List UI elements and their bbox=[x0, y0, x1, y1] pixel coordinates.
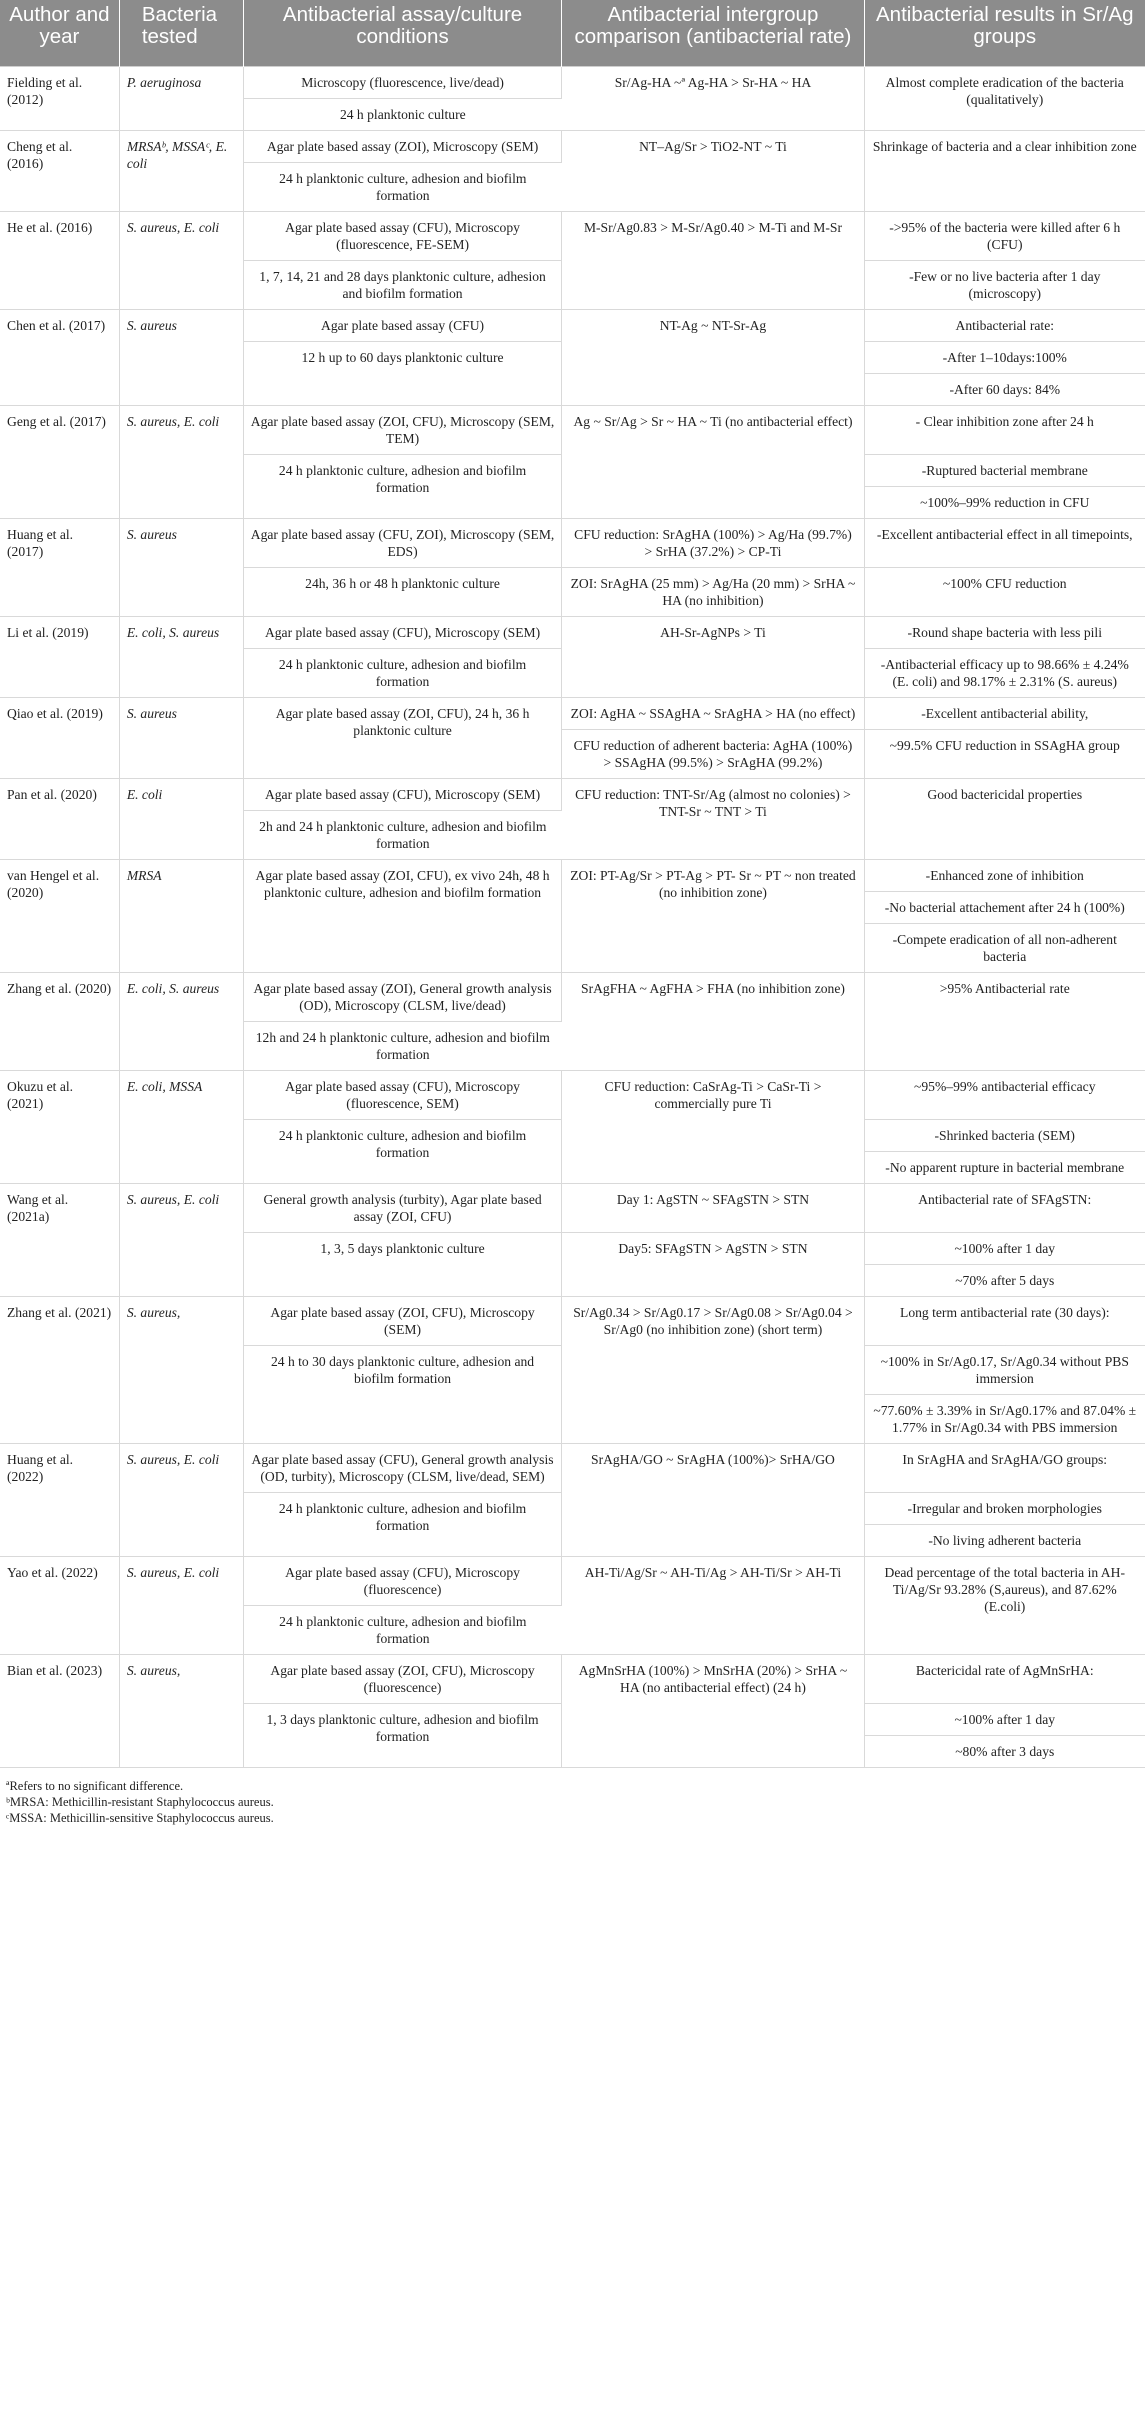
cell-comparison: Day5: SFAgSTN > AgSTN > STN bbox=[562, 1233, 864, 1297]
cell-bacteria: P. aeruginosa bbox=[119, 67, 243, 131]
cell-author: Zhang et al. (2021) bbox=[0, 1297, 119, 1444]
cell-comparison: AgMnSrHA (100%) > MnSrHA (20%) > SrHA ~ HA (no antibacterial effect) (24 h) bbox=[562, 1655, 864, 1768]
header-results: Antibacterial results in Sr/Ag groups bbox=[864, 0, 1145, 67]
table-row bbox=[0, 973, 1145, 1022]
header-comparison: Antibacterial intergroup comparison (antibacterial rate) bbox=[562, 0, 864, 67]
cell-bacteria: S. aureus bbox=[119, 698, 243, 779]
table-row bbox=[0, 1184, 1145, 1233]
header-assay: Antibacterial assay/culture conditions bbox=[243, 0, 562, 67]
cell-assay: 24 h planktonic culture, adhesion and biofilm formation bbox=[243, 163, 562, 212]
cell-bacteria: MRSAᵇ, MSSAᶜ, E. coli bbox=[119, 131, 243, 212]
table-row bbox=[0, 1444, 1145, 1493]
cell-results: -Compete eradication of all non-adherent bacteria bbox=[864, 924, 1145, 973]
table-row bbox=[0, 1655, 1145, 1704]
cell-bacteria: S. aureus, E. coli bbox=[119, 212, 243, 310]
cell-results: Long term antibacterial rate (30 days): bbox=[864, 1297, 1145, 1346]
cell-comparison: CFU reduction: CaSrAg-Ti > CaSr-Ti > commercially pure Ti bbox=[562, 1071, 864, 1184]
cell-results: ~70% after 5 days bbox=[864, 1265, 1145, 1297]
cell-bacteria: MRSA bbox=[119, 860, 243, 973]
cell-comparison: NT–Ag/Sr > TiO2-NT ~ Ti bbox=[562, 131, 864, 212]
cell-bacteria: S. aureus, E. coli bbox=[119, 1184, 243, 1297]
cell-results: Dead percentage of the total bacteria in AH-Ti/Ag/Sr 93.28% (S,aureus), and 87.62% (E.coli) bbox=[864, 1557, 1145, 1655]
cell-results: ~100% after 1 day bbox=[864, 1704, 1145, 1736]
cell-results: -Round shape bacteria with less pili bbox=[864, 617, 1145, 649]
cell-author: Zhang et al. (2020) bbox=[0, 973, 119, 1071]
cell-assay: Agar plate based assay (ZOI), General growth analysis (OD), Microscopy (CLSM, live/dead) bbox=[243, 973, 562, 1022]
cell-comparison: AH-Ti/Ag/Sr ~ AH-Ti/Ag > AH-Ti/Sr > AH-Ti bbox=[562, 1557, 864, 1655]
cell-results: Almost complete eradication of the bacteria (qualitatively) bbox=[864, 67, 1145, 131]
cell-assay: 24 h planktonic culture, adhesion and biofilm formation bbox=[243, 1493, 562, 1557]
cell-results: -After 60 days: 84% bbox=[864, 374, 1145, 406]
cell-assay: General growth analysis (turbity), Agar plate based assay (ZOI, CFU) bbox=[243, 1184, 562, 1233]
cell-assay: 24 h planktonic culture, adhesion and biofilm formation bbox=[243, 1606, 562, 1655]
header-author: Author and year bbox=[0, 0, 119, 67]
cell-assay: Agar plate based assay (ZOI, CFU), ex vivo 24h, 48 h planktonic culture, adhesion and biofilm formation bbox=[243, 860, 562, 973]
cell-results: >95% Antibacterial rate bbox=[864, 973, 1145, 1071]
cell-author: Pan et al. (2020) bbox=[0, 779, 119, 860]
cell-results: -Enhanced zone of inhibition bbox=[864, 860, 1145, 892]
cell-results: -Shrinked bacteria (SEM) bbox=[864, 1120, 1145, 1152]
table-row bbox=[0, 519, 1145, 568]
cell-assay: Agar plate based assay (ZOI, CFU), Microscopy (SEM) bbox=[243, 1297, 562, 1346]
cell-assay: 2h and 24 h planktonic culture, adhesion and biofilm formation bbox=[243, 811, 562, 860]
cell-results: -Few or no live bacteria after 1 day (microscopy) bbox=[864, 261, 1145, 310]
cell-assay: 24 h planktonic culture bbox=[243, 99, 562, 131]
table-row bbox=[0, 67, 1145, 99]
footnote-b: ᵇMRSA: Methicillin-resistant Staphylococcus aureus. bbox=[6, 1795, 274, 1809]
cell-author: Okuzu et al. (2021) bbox=[0, 1071, 119, 1184]
cell-author: Wang et al. (2021a) bbox=[0, 1184, 119, 1297]
table-row bbox=[0, 698, 1145, 730]
cell-results: Shrinkage of bacteria and a clear inhibition zone bbox=[864, 131, 1145, 212]
cell-bacteria: S. aureus bbox=[119, 519, 243, 617]
cell-results: -No living adherent bacteria bbox=[864, 1525, 1145, 1557]
cell-assay: Agar plate based assay (CFU) bbox=[243, 310, 562, 342]
cell-comparison: Day 1: AgSTN ~ SFAgSTN > STN bbox=[562, 1184, 864, 1233]
cell-bacteria: E. coli, S. aureus bbox=[119, 617, 243, 698]
cell-author: Bian et al. (2023) bbox=[0, 1655, 119, 1768]
cell-results: Antibacterial rate: bbox=[864, 310, 1145, 342]
cell-assay: 24 h planktonic culture, adhesion and biofilm formation bbox=[243, 455, 562, 519]
cell-results: -No apparent rupture in bacterial membrane bbox=[864, 1152, 1145, 1184]
cell-bacteria: S. aureus, bbox=[119, 1655, 243, 1768]
cell-assay: 24 h to 30 days planktonic culture, adhesion and biofilm formation bbox=[243, 1346, 562, 1444]
cell-results: -Ruptured bacterial membrane bbox=[864, 455, 1145, 487]
cell-results: ~99.5% CFU reduction in SSAgHA group bbox=[864, 730, 1145, 779]
cell-results: ~100% in Sr/Ag0.17, Sr/Ag0.34 without PBS immersion bbox=[864, 1346, 1145, 1395]
cell-comparison: SrAgFHA ~ AgFHA > FHA (no inhibition zone) bbox=[562, 973, 864, 1071]
cell-author: Cheng et al. (2016) bbox=[0, 131, 119, 212]
cell-results: Good bactericidal properties bbox=[864, 779, 1145, 860]
cell-author: Huang et al. (2022) bbox=[0, 1444, 119, 1557]
cell-bacteria: E. coli, MSSA bbox=[119, 1071, 243, 1184]
cell-author: van Hengel et al. (2020) bbox=[0, 860, 119, 973]
cell-comparison: SrAgHA/GO ~ SrAgHA (100%)> SrHA/GO bbox=[562, 1444, 864, 1557]
cell-results: Bactericidal rate of AgMnSrHA: bbox=[864, 1655, 1145, 1704]
cell-assay: 12 h up to 60 days planktonic culture bbox=[243, 342, 562, 406]
table-body bbox=[0, 67, 1145, 1768]
cell-results: ~80% after 3 days bbox=[864, 1736, 1145, 1768]
cell-results: -No bacterial attachement after 24 h (100%) bbox=[864, 892, 1145, 924]
cell-comparison: Ag ~ Sr/Ag > Sr ~ HA ~ Ti (no antibacterial effect) bbox=[562, 406, 864, 519]
cell-assay: 1, 3, 5 days planktonic culture bbox=[243, 1233, 562, 1297]
cell-results: -Antibacterial efficacy up to 98.66% ± 4.24% (E. coli) and 98.17% ± 2.31% (S. aureus) bbox=[864, 649, 1145, 698]
table-row bbox=[0, 212, 1145, 261]
cell-comparison: CFU reduction of adherent bacteria: AgHA (100%) > SSAgHA (99.5%) > SrAgHA (99.2%) bbox=[562, 730, 864, 779]
cell-results: - Clear inhibition zone after 24 h bbox=[864, 406, 1145, 455]
cell-assay: Agar plate based assay (CFU, ZOI), Microscopy (SEM, EDS) bbox=[243, 519, 562, 568]
cell-bacteria: S. aureus bbox=[119, 310, 243, 406]
cell-assay: Agar plate based assay (CFU), Microscopy (SEM) bbox=[243, 617, 562, 649]
cell-results: -Excellent antibacterial ability, bbox=[864, 698, 1145, 730]
cell-assay: Agar plate based assay (CFU), Microscopy (fluorescence) bbox=[243, 1557, 562, 1606]
cell-author: Fielding et al. (2012) bbox=[0, 67, 119, 131]
cell-assay: 24 h planktonic culture, adhesion and biofilm formation bbox=[243, 649, 562, 698]
cell-author: Qiao et al. (2019) bbox=[0, 698, 119, 779]
cell-comparison: Sr/Ag-HA ~ª Ag-HA > Sr-HA ~ HA bbox=[562, 67, 864, 131]
cell-results: ->95% of the bacteria were killed after 6 h (CFU) bbox=[864, 212, 1145, 261]
cell-comparison: ZOI: PT-Ag/Sr > PT-Ag > PT- Sr ~ PT ~ non treated (no inhibition zone) bbox=[562, 860, 864, 973]
cell-results: ~95%–99% antibacterial efficacy bbox=[864, 1071, 1145, 1120]
cell-results: ~100%–99% reduction in CFU bbox=[864, 487, 1145, 519]
cell-bacteria: E. coli, S. aureus bbox=[119, 973, 243, 1071]
table-row bbox=[0, 1071, 1145, 1120]
cell-comparison: Sr/Ag0.34 > Sr/Ag0.17 > Sr/Ag0.08 > Sr/Ag0.04 > Sr/Ag0 (no inhibition zone) (short term) bbox=[562, 1297, 864, 1444]
cell-assay: Agar plate based assay (ZOI, CFU), Microscopy (SEM, TEM) bbox=[243, 406, 562, 455]
footnote-a: ªRefers to no significant difference. bbox=[6, 1779, 184, 1793]
cell-assay: Agar plate based assay (CFU), Microscopy (SEM) bbox=[243, 779, 562, 811]
table-row bbox=[0, 779, 1145, 811]
cell-comparison: ZOI: SrAgHA (25 mm) > Ag/Ha (20 mm) > SrHA ~ HA (no inhibition) bbox=[562, 568, 864, 617]
cell-comparison: ZOI: AgHA ~ SSAgHA ~ SrAgHA > HA (no effect) bbox=[562, 698, 864, 730]
table-row bbox=[0, 860, 1145, 892]
footnote-c: ᶜMSSA: Methicillin-sensitive Staphylococcus aureus. bbox=[6, 1811, 274, 1825]
cell-assay: Agar plate based assay (CFU), General growth analysis (OD, turbity), Microscopy (CLSM, live/dead, SEM) bbox=[243, 1444, 562, 1493]
cell-assay: 12h and 24 h planktonic culture, adhesion and biofilm formation bbox=[243, 1022, 562, 1071]
cell-results: ~100% after 1 day bbox=[864, 1233, 1145, 1265]
cell-author: Li et al. (2019) bbox=[0, 617, 119, 698]
header-row bbox=[0, 0, 1145, 67]
cell-author: Yao et al. (2022) bbox=[0, 1557, 119, 1655]
cell-author: He et al. (2016) bbox=[0, 212, 119, 310]
cell-results: Antibacterial rate of SFAgSTN: bbox=[864, 1184, 1145, 1233]
cell-comparison: CFU reduction: SrAgHA (100%) > Ag/Ha (99.7%) > SrHA (37.2%) > CP-Ti bbox=[562, 519, 864, 568]
cell-comparison: M-Sr/Ag0.83 > M-Sr/Ag0.40 > M-Ti and M-Sr bbox=[562, 212, 864, 310]
header-bacteria: Bacteria tested bbox=[119, 0, 243, 67]
cell-assay: Agar plate based assay (ZOI, CFU), Microscopy (fluorescence) bbox=[243, 1655, 562, 1704]
cell-results: -Irregular and broken morphologies bbox=[864, 1493, 1145, 1525]
cell-results: In SrAgHA and SrAgHA/GO groups: bbox=[864, 1444, 1145, 1493]
cell-results: ~100% CFU reduction bbox=[864, 568, 1145, 617]
cell-comparison: NT-Ag ~ NT-Sr-Ag bbox=[562, 310, 864, 406]
cell-assay: Agar plate based assay (ZOI), Microscopy (SEM) bbox=[243, 131, 562, 163]
footnotes bbox=[0, 1768, 1145, 1826]
cell-assay: Microscopy (fluorescence, live/dead) bbox=[243, 67, 562, 99]
cell-bacteria: S. aureus, E. coli bbox=[119, 406, 243, 519]
cell-assay: Agar plate based assay (CFU), Microscopy (fluorescence, FE-SEM) bbox=[243, 212, 562, 261]
table-row bbox=[0, 131, 1145, 163]
cell-assay: 1, 3 days planktonic culture, adhesion and biofilm formation bbox=[243, 1704, 562, 1768]
table-row bbox=[0, 617, 1145, 649]
cell-bacteria: S. aureus, bbox=[119, 1297, 243, 1444]
cell-bacteria: S. aureus, E. coli bbox=[119, 1444, 243, 1557]
cell-assay: 24h, 36 h or 48 h planktonic culture bbox=[243, 568, 562, 617]
cell-results: -After 1–10days:100% bbox=[864, 342, 1145, 374]
cell-results: ~77.60% ± 3.39% in Sr/Ag0.17% and 87.04% ± 1.77% in Sr/Ag0.34 with PBS immersion bbox=[864, 1395, 1145, 1444]
cell-comparison: CFU reduction: TNT-Sr/Ag (almost no colonies) > TNT-Sr ~ TNT > Ti bbox=[562, 779, 864, 860]
table-row bbox=[0, 1557, 1145, 1606]
cell-assay: 1, 7, 14, 21 and 28 days planktonic culture, adhesion and biofilm formation bbox=[243, 261, 562, 310]
cell-assay: Agar plate based assay (ZOI, CFU), 24 h, 36 h planktonic culture bbox=[243, 698, 562, 779]
cell-author: Chen et al. (2017) bbox=[0, 310, 119, 406]
cell-assay: 24 h planktonic culture, adhesion and biofilm formation bbox=[243, 1120, 562, 1184]
cell-assay: Agar plate based assay (CFU), Microscopy (fluorescence, SEM) bbox=[243, 1071, 562, 1120]
cell-bacteria: S. aureus, E. coli bbox=[119, 1557, 243, 1655]
cell-bacteria: E. coli bbox=[119, 779, 243, 860]
table-row bbox=[0, 406, 1145, 455]
cell-results: -Excellent antibacterial effect in all timepoints, bbox=[864, 519, 1145, 568]
cell-author: Geng et al. (2017) bbox=[0, 406, 119, 519]
table-row bbox=[0, 1297, 1145, 1346]
table-row bbox=[0, 310, 1145, 342]
cell-comparison: AH-Sr-AgNPs > Ti bbox=[562, 617, 864, 698]
cell-author: Huang et al. (2017) bbox=[0, 519, 119, 617]
